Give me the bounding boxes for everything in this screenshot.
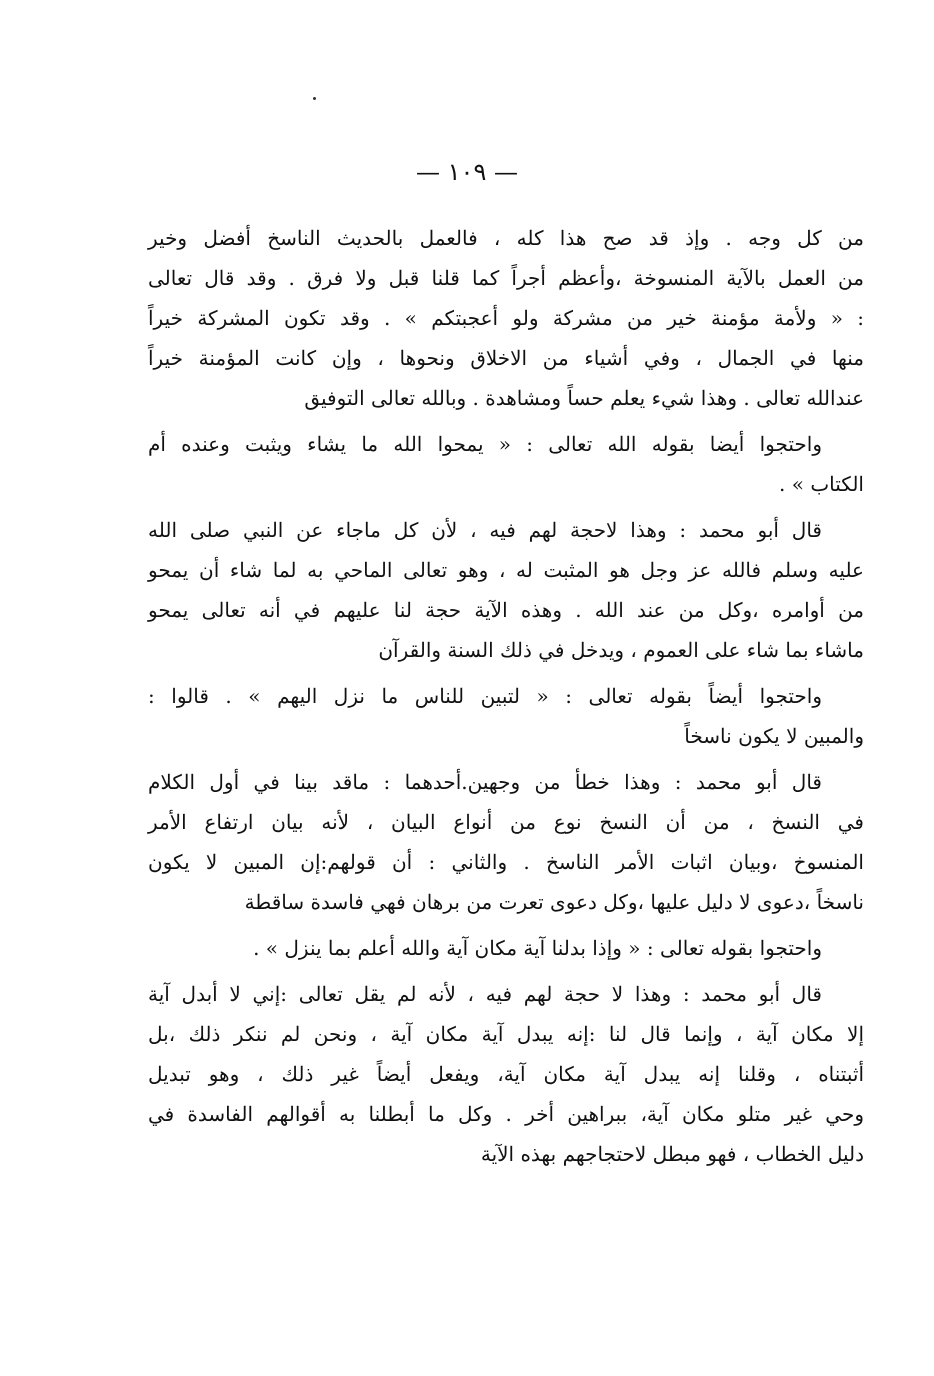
text-line: والمبين لا يكون ناسخاً	[684, 724, 864, 748]
paragraph	[148, 928, 864, 968]
text-line: دليل الخطاب ، فهو مبطل لاحتجاجهم بهذه الآية	[480, 1142, 864, 1166]
text-line: من أوامره ،وكل من عند الله . وهذه الآية حجة لنا عليهم في أنه تعالى يمحو	[148, 598, 865, 622]
text-line: المنسوخ ،وبيان اثبات الأمر الناسخ . والثاني : أن قولهم:إن المبين لا يكون	[148, 850, 864, 874]
text-line: واحتجوا بقوله تعالى : « وإذا بدلنا آية مكان آية والله أعلم بما ينزل » .	[253, 936, 822, 960]
page-number: — ١٠٩ —	[416, 158, 518, 186]
paragraph	[148, 510, 864, 670]
paragraph	[148, 676, 864, 756]
text-line: عليه وسلم فالله عز وجل هو المثبت له ، وهو تعالى الماحي به لما شاء أن يمحو	[148, 558, 864, 582]
text-line: من كل وجه . وإذ قد صح هذا كله ، فالعمل بالحديث الناسخ أفضل وخير	[148, 226, 864, 250]
paragraph	[148, 424, 864, 504]
text-line: قال أبو محمد : وهذا لا حجة لهم فيه ، لأنه لم يقل تعالى :إني لا أبدل آية	[148, 982, 822, 1006]
text-line: واحتجوا أيضا بقوله الله تعالى : « يمحوا الله ما يشاء ويثبت وعنده أم	[148, 432, 822, 456]
text-line: أثبتناه ، وقلنا إنه يبدل آية مكان آية، ويفعل أيضاً غير ذلك ، وهو تبديل	[148, 1062, 864, 1086]
text-line: : « ولأمة مؤمنة خير من مشركة ولو أعجبتكم » . وقد تكون المشركة خيراً	[148, 306, 864, 330]
text-line: الكتاب » .	[779, 472, 864, 496]
text-line: ناسخاً ،دعوى لا دليل عليها ،وكل دعوى تعرت من برهان فهي فاسدة ساقطة	[244, 890, 864, 914]
body-text	[148, 218, 864, 1180]
print-speck	[313, 97, 316, 100]
text-line: قال أبو محمد : وهذا خطأ من وجهين.أحدهما : ماقد بينا في أول الكلام	[148, 770, 822, 794]
text-line: ماشاء بما شاء على العموم ، ويدخل في ذلك السنة والقرآن	[378, 638, 864, 662]
text-line: عندالله تعالى . وهذا شيء يعلم حساً ومشاهدة . وبالله تعالى التوفيق	[304, 386, 864, 410]
text-line: في النسخ ، من أن النسخ نوع من أنواع البيان ، لأنه بيان ارتفاع الأمر	[148, 810, 864, 834]
text-line: واحتجوا أيضاً بقوله تعالى : « لتبين للناس ما نزل اليهم » . قالوا :	[148, 684, 822, 708]
text-line: من العمل بالآية المنسوخة ،وأعظم أجراً كما قلنا قبل ولا فرق . وقد قال تعالى	[148, 266, 864, 290]
text-line: قال أبو محمد : وهذا لاحجة لهم فيه ، لأن كل ماجاء عن النبي صلى الله	[148, 518, 822, 542]
text-line: منها في الجمال ، وفي أشياء من الاخلاق ونحوها ، وإن كانت المؤمنة خيراً	[148, 346, 864, 370]
paragraph	[148, 218, 864, 418]
paragraph	[148, 762, 864, 922]
text-line: إلا مكان آية ، وإنما قال لنا :إنه يبدل آية مكان آية ، ونحن لم ننكر ذلك ،بل	[148, 1022, 864, 1046]
paragraph	[148, 974, 864, 1174]
text-line: وحي غير متلو مكان آية، ببراهين أخر . وكل ما أبطلنا به أقوالهم الفاسدة في	[148, 1102, 864, 1126]
